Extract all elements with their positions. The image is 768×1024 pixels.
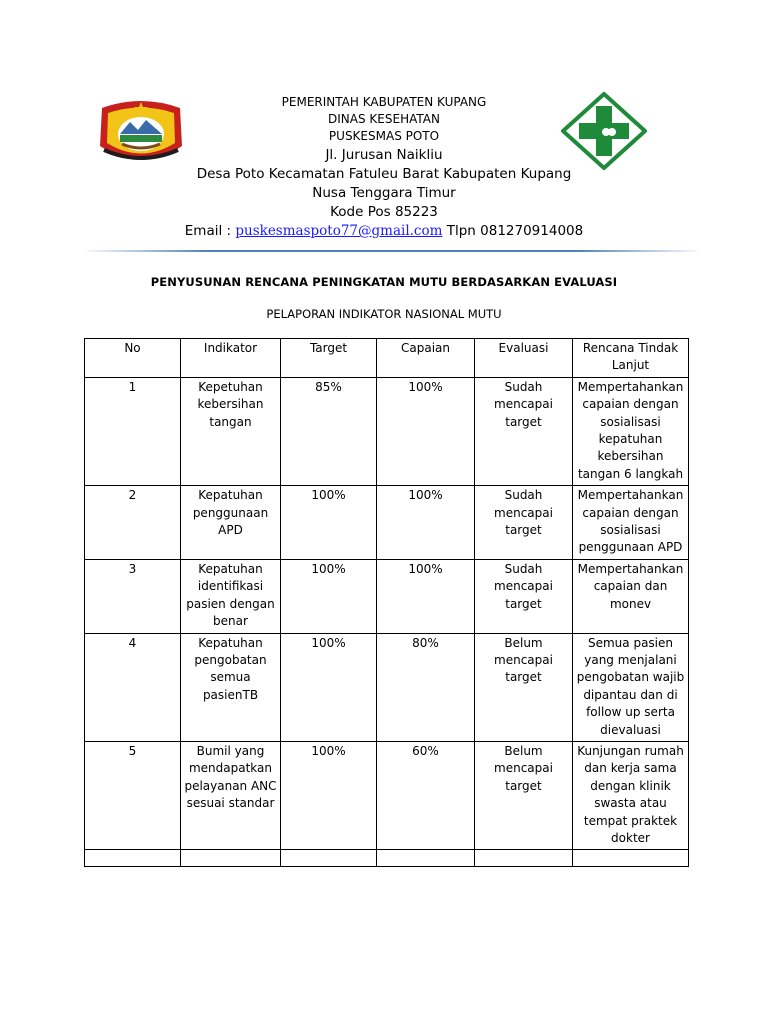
column-header-no: No xyxy=(85,339,181,378)
cell-capaian: 100% xyxy=(377,377,475,485)
cell-indikator: Kepatuhan identifikasi pasien dengan benar xyxy=(181,559,281,633)
cell-no: 2 xyxy=(85,486,181,560)
cell-no: 4 xyxy=(85,633,181,741)
letterhead-line-department: DINAS KESEHATAN xyxy=(328,112,440,126)
letterhead-contact xyxy=(150,222,618,241)
cell-no xyxy=(85,850,181,867)
cell-target: 100% xyxy=(281,633,377,741)
cell-rencana: Kunjungan rumah dan kerja sama dengan klinik swasta atau tempat praktek dokter xyxy=(573,741,689,849)
letterhead-village: Desa Poto Kecamatan Fatuleu Barat Kabupaten Kupang xyxy=(196,166,572,182)
cell-target: 100% xyxy=(281,741,377,849)
letterhead-line-puskesmas: PUSKESMAS POTO xyxy=(328,129,440,143)
cell-no: 1 xyxy=(85,377,181,485)
table-row xyxy=(85,741,689,849)
cell-evaluasi: Sudah mencapai target xyxy=(475,559,573,633)
column-header-indikator: Indikator xyxy=(181,339,281,378)
cell-rencana xyxy=(573,850,689,867)
cell-capaian: 80% xyxy=(377,633,475,741)
cell-evaluasi: Sudah mencapai target xyxy=(475,486,573,560)
table-row xyxy=(85,377,689,485)
cell-rencana: Mempertahankan capaian dengan sosialisasi penggunaan APD xyxy=(573,486,689,560)
cell-capaian: 60% xyxy=(377,741,475,849)
cell-indikator: Bumil yang mendapatkan pelayanan ANC sesuai standar xyxy=(181,741,281,849)
table-row-empty xyxy=(85,850,689,867)
letterhead-divider xyxy=(86,250,698,252)
cell-target: 100% xyxy=(281,486,377,560)
cell-evaluasi: Belum mencapai target xyxy=(475,633,573,741)
column-header-target: Target xyxy=(281,339,377,378)
table-row xyxy=(85,633,689,741)
cell-no: 5 xyxy=(85,741,181,849)
document-subtitle: PELAPORAN INDIKATOR NASIONAL MUTU xyxy=(266,307,502,321)
cell-no: 3 xyxy=(85,559,181,633)
cell-indikator: Kepatuhan penggunaan APD xyxy=(181,486,281,560)
cell-target: 100% xyxy=(281,559,377,633)
letterhead-postal-code: Kode Pos 85223 xyxy=(330,204,438,220)
indicator-table xyxy=(84,338,689,867)
table-row xyxy=(85,559,689,633)
column-header-evaluasi: Evaluasi xyxy=(475,339,573,378)
table-header-row xyxy=(85,339,689,378)
letterhead-address: Jl. Jurusan Naikliu xyxy=(325,147,443,163)
email-link[interactable]: puskesmaspoto77@gmail.com xyxy=(235,223,443,239)
table-row xyxy=(85,486,689,560)
phone-text: Tlpn 081270914008 xyxy=(442,223,584,239)
cell-evaluasi: Belum mencapai target xyxy=(475,741,573,849)
cell-evaluasi: Sudah mencapai target xyxy=(475,377,573,485)
cell-evaluasi xyxy=(475,850,573,867)
cell-rencana: Mempertahankan capaian dan monev xyxy=(573,559,689,633)
document-title: PENYUSUNAN RENCANA PENINGKATAN MUTU BERDASARKAN EVALUASI xyxy=(150,275,618,289)
cell-indikator: Kepatuhan pengobatan semua pasienTB xyxy=(181,633,281,741)
cell-rencana: Mempertahankan capaian dengan sosialisasi kepatuhan kebersihan tangan 6 langkah xyxy=(573,377,689,485)
cell-capaian xyxy=(377,850,475,867)
letterhead-line-government: PEMERINTAH KABUPATEN KUPANG xyxy=(281,95,487,109)
cell-indikator xyxy=(181,850,281,867)
letterhead-province: Nusa Tenggara Timur xyxy=(312,185,456,201)
cell-indikator: Kepetuhan kebersihan tangan xyxy=(181,377,281,485)
cell-capaian: 100% xyxy=(377,486,475,560)
column-header-capaian: Capaian xyxy=(377,339,475,378)
cell-target: 85% xyxy=(281,377,377,485)
column-header-rencana-tindak-lanjut: Rencana Tindak Lanjut xyxy=(573,339,689,378)
cell-capaian: 100% xyxy=(377,559,475,633)
cell-target xyxy=(281,850,377,867)
email-label: Email : xyxy=(184,223,236,239)
cell-rencana: Semua pasien yang menjalani pengobatan wajib dipantau dan di follow up serta dievaluasi xyxy=(573,633,689,741)
